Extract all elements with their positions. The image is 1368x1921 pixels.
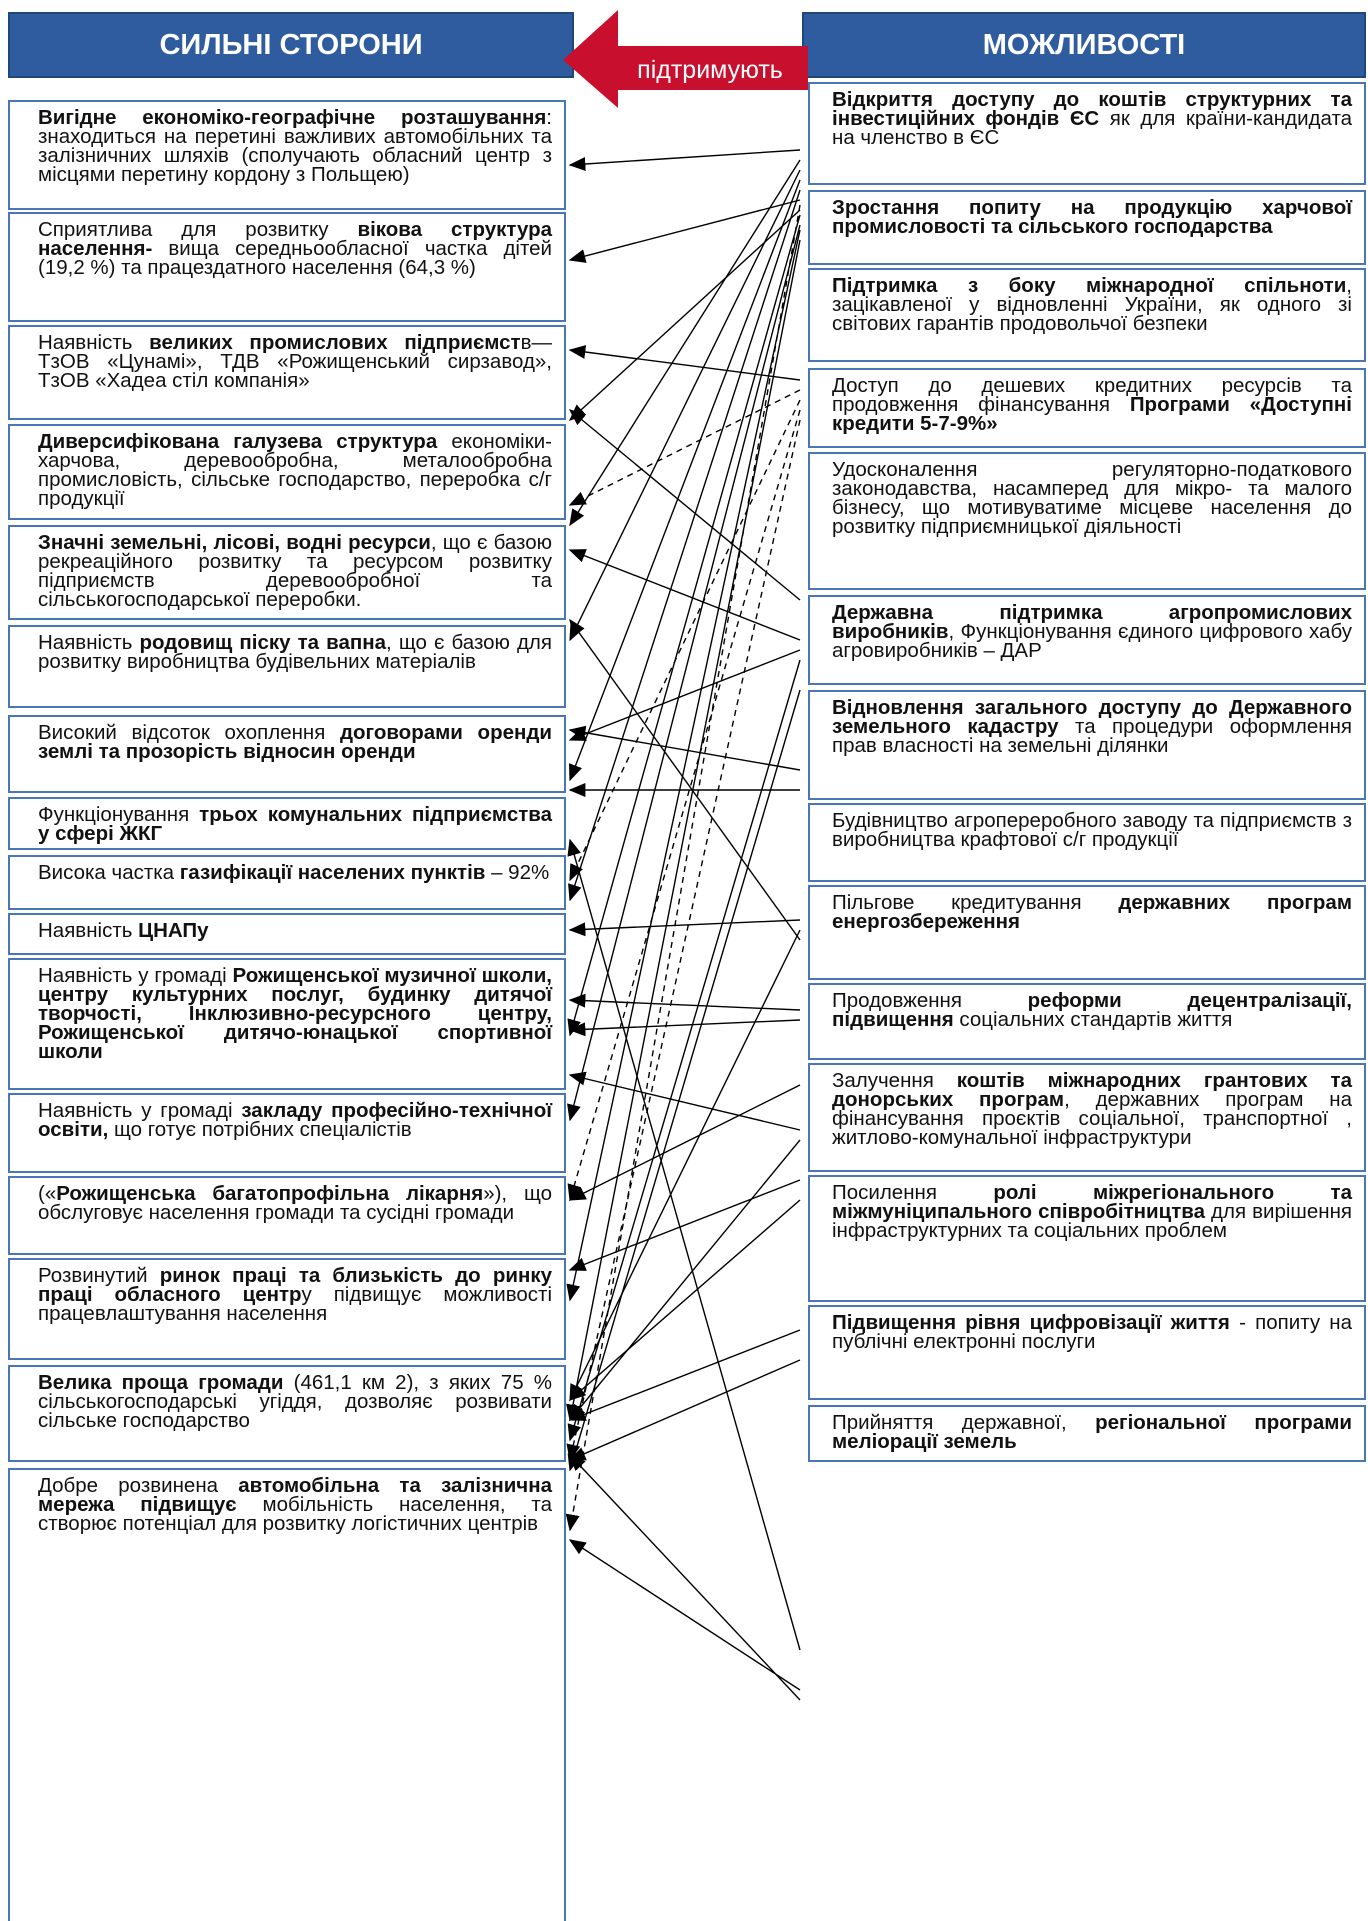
connector-arrow-31	[570, 730, 800, 770]
text: Пільгове кредитування	[832, 891, 1119, 914]
bold-text: ЦНАПу	[138, 919, 209, 942]
connector-arrow-6	[570, 180, 800, 780]
text: (461,1 км 2), з яких 75 % сільськогосподарські угіддя, дозволяє розвивати сільське господарство	[38, 1371, 553, 1432]
connector-arrow-13	[570, 350, 800, 380]
opportunity-box-5	[808, 452, 1366, 590]
supports-arrow-label: підтримують	[637, 55, 783, 84]
connector-arrow-3	[570, 210, 800, 420]
opportunity-box-13	[808, 1305, 1366, 1400]
bold-text: державних програм енергозбереження	[832, 891, 1352, 933]
connector-arrow-11	[570, 240, 800, 1420]
text: Прийняття державної,	[832, 1411, 1096, 1434]
text: Високий відсоток охоплення	[38, 721, 341, 744]
bold-text: ринок праці та близькість до ринку праці обласного центр	[38, 1264, 552, 1306]
connector-arrow-15	[570, 400, 800, 880]
bold-text: Диверсифікована галузева структура	[38, 430, 438, 453]
bold-text: Рожищенська багатопрофільна лікарня	[56, 1182, 484, 1205]
text: Наявність	[38, 919, 139, 942]
strength-box-10	[8, 913, 566, 955]
text: Продовження	[832, 989, 1028, 1012]
connector-arrow-17	[570, 420, 800, 1460]
connector-arrow-26	[570, 1180, 800, 1270]
text: , зацікавленої у відновленні України, як одного зі світових гарантів продовольчої безпеки	[832, 274, 1352, 335]
text: – 92%	[485, 861, 550, 884]
bold-text: Підвищення рівня цифровізації життя	[832, 1311, 1230, 1334]
text: та процедури оформлення прав власності на земельні ділянки	[832, 715, 1352, 757]
opportunity-box-2	[808, 190, 1366, 265]
text: Залучення	[832, 1069, 957, 1092]
strength-box-4	[8, 424, 566, 520]
strengths-header: СИЛЬНІ СТОРОНИ	[8, 12, 574, 78]
connector-arrow-34	[570, 1140, 800, 1420]
strength-box-15	[8, 1365, 566, 1462]
strength-box-9	[8, 855, 566, 910]
strength-box-13	[8, 1176, 566, 1255]
bold-text: родовищ піску та вапна	[139, 631, 387, 654]
opportunity-box-14	[808, 1405, 1366, 1462]
text: Сприятлива для розвитку	[38, 218, 358, 241]
text: економіки- харчова, деревообробна, металообробна промисловість, сільське господарство, переробка с/г продукції	[38, 430, 552, 510]
connector-arrow-22	[570, 930, 800, 1400]
bold-text: великих промислових підприємст	[149, 331, 521, 354]
bold-text: Відкриття доступу до коштів структурних та інвестиційних фондів ЄС	[832, 88, 1352, 130]
text: , що є базою рекреаційного розвитку та ресурсом розвитку підприємств деревообробної та сільськогосподарської переробки.	[38, 531, 552, 611]
text: у підвищує можливості працевлаштування населення	[38, 1283, 552, 1325]
connector-arrow-28	[570, 840, 800, 1650]
connector-arrow-35	[570, 1330, 800, 1420]
opportunity-box-8	[808, 803, 1366, 882]
text: Наявність у громаді	[38, 1099, 242, 1122]
connector-arrow-8	[570, 215, 800, 1035]
opportunity-box-7	[808, 690, 1366, 800]
connector-arrow-20	[570, 660, 800, 1440]
text: Удосконалення регуляторно-податкового законодавства, насамперед для мікро- та малого бізнесу, що мотивуватиме місцеве населення до розвитку підприємницької діяльності	[832, 458, 1352, 538]
connector-arrow-21	[570, 620, 800, 940]
opportunity-box-1	[808, 82, 1366, 185]
bold-text: Програми «Доступні кредити 5-7-9%»	[832, 393, 1352, 435]
connector-arrow-12	[570, 205, 800, 1530]
text: що готує потрібних спеціалістів	[108, 1118, 412, 1141]
connector-arrow-9	[570, 225, 800, 1120]
connector-arrow-14	[570, 390, 800, 505]
text: »), що обслуговує населення громади та сусідні громади	[38, 1182, 552, 1224]
connector-arrow-10	[570, 230, 800, 1300]
strength-box-14	[8, 1258, 566, 1360]
opportunity-box-4	[808, 368, 1366, 448]
strength-box-16	[8, 1468, 566, 1921]
connector-arrow-23	[570, 1000, 800, 1010]
bold-text: автомобільна та залізнична мережа підвищує	[38, 1474, 552, 1516]
connector-arrow-38	[570, 410, 800, 600]
strength-box-11	[8, 958, 566, 1090]
bold-text: закладу професійно-технічної освіти,	[38, 1099, 552, 1141]
bold-text: ролі міжрегіонального та міжмуніципального співробітництва	[832, 1181, 1353, 1223]
strength-box-8	[8, 797, 566, 850]
connector-arrow-29	[570, 1540, 800, 1690]
text: - попиту на публічні електронні послуги	[832, 1311, 1352, 1353]
connector-arrow-33	[570, 1075, 800, 1130]
text: : знаходиться на перетині важливих автомобільних та залізничних шляхів (сполучають обласний центр з місцями перетину кордону з Польщею)	[38, 106, 552, 186]
connector-arrow-19	[570, 650, 800, 740]
bold-text: Значні земельні, лісові, водні ресурси	[38, 531, 431, 554]
connector-arrow-18	[570, 550, 800, 640]
text: («	[38, 1182, 57, 1205]
strength-box-5	[8, 525, 566, 620]
text: , державних програм на фінансування проєктів соціальної, транспортної , житлово-комунальної інфраструктури	[832, 1088, 1352, 1149]
text: Функціонування	[38, 803, 200, 826]
strength-box-7	[8, 715, 566, 793]
text: Будівництво агропереробного заводу та підприємств з виробництва крафтової с/г продукції	[832, 809, 1352, 851]
text: Розвинутий	[38, 1264, 160, 1287]
text: в—ТзОВ «Цунамі», ТДВ «Рожищенський сирзавод», ТзОВ «Хадеа стіл компанія»	[38, 331, 552, 392]
text: Висока частка	[38, 861, 180, 884]
opportunity-box-3	[808, 268, 1366, 362]
bold-text: газифікації населених пунктів	[179, 861, 486, 884]
strength-box-12	[8, 1093, 566, 1173]
connector-arrow-4	[570, 160, 800, 525]
connector-arrow-39	[570, 1455, 800, 1700]
connector-arrow-37	[570, 690, 800, 1470]
strength-box-1	[8, 100, 566, 210]
opportunity-box-12	[808, 1175, 1366, 1302]
bold-text: регіональної програми меліорації земель	[832, 1411, 1352, 1453]
connector-arrow-16	[570, 410, 800, 1200]
strength-box-6	[8, 625, 566, 708]
text: Доступ до дешевих кредитних ресурсів та продовження фінансування	[832, 374, 1352, 416]
opportunity-box-9	[808, 885, 1366, 980]
opportunity-box-11	[808, 1063, 1366, 1172]
text: вища середньообласної частка дітей (19,2 %) та працездатного населення (64,3 %)	[38, 237, 552, 279]
text: Наявність у громаді	[38, 964, 233, 987]
opportunity-box-10	[808, 983, 1366, 1060]
strength-box-3	[8, 325, 566, 420]
connector-arrow-36	[570, 1360, 800, 1460]
bold-text: Зростання попиту на продукцію харчової промисловості та сільського господарства	[832, 196, 1352, 238]
text: для вирішення інфраструктурних та соціальних проблем	[832, 1200, 1352, 1242]
connector-arrow-30	[570, 920, 800, 930]
strength-box-2	[8, 212, 566, 322]
connector-arrow-5	[570, 170, 800, 640]
bold-text: вікова структура населення-	[38, 218, 552, 260]
connector-arrow-1	[570, 150, 800, 165]
text: Наявність	[38, 331, 150, 354]
connector-arrow-25	[570, 1085, 800, 1200]
text: Добре розвинена	[38, 1474, 239, 1497]
bold-text: Рожищенської музичної школи, центру культурних послуг, будинку дитячої творчості, Інклюзивно-ресурсного центру, Рожищенської дитячо-юнацької спортивної школи	[38, 964, 552, 1063]
connector-arrow-27	[570, 1200, 800, 1400]
bold-text: Державна підтримка агропромислових виробників	[832, 601, 1352, 643]
bold-text: договорами оренди землі та прозорість відносин оренди	[38, 721, 552, 763]
text: соціальних стандартів життя	[953, 1008, 1233, 1031]
bold-text: Підтримка з боку міжнародної спільноти	[832, 274, 1347, 297]
text: Посилення	[832, 1181, 994, 1204]
text: Наявність	[38, 631, 140, 654]
bold-text: трьох комунальних підприємства у сфері ЖКГ	[38, 803, 552, 845]
opportunity-box-6	[808, 595, 1366, 685]
bold-text: Велика проща громади	[38, 1371, 284, 1394]
opportunities-header: МОЖЛИВОСТІ	[802, 12, 1366, 78]
bold-text: Відновлення загального доступу до Державного земельного кадастру	[832, 696, 1352, 738]
bold-text: коштів міжнародних грантових та донорських програм	[832, 1069, 1352, 1111]
bold-text: Вигідне економіко-географічне розташування	[38, 106, 547, 129]
text: як для країни-кандидата на членство в ЄС	[832, 107, 1353, 149]
text: , Функціонування єдиного цифрового хабу агровиробників – ДАР	[832, 620, 1352, 662]
connector-arrow-7	[570, 190, 800, 900]
text: мобільність населення, та створює потенціал для розвитку логістичних центрів	[38, 1493, 552, 1535]
text: , що є базою для розвитку виробництва будівельних матеріалів	[38, 631, 552, 673]
connector-arrow-24	[570, 1020, 800, 1030]
bold-text: реформи децентралізації, підвищення	[832, 989, 1352, 1031]
connector-arrow-2	[570, 200, 800, 260]
